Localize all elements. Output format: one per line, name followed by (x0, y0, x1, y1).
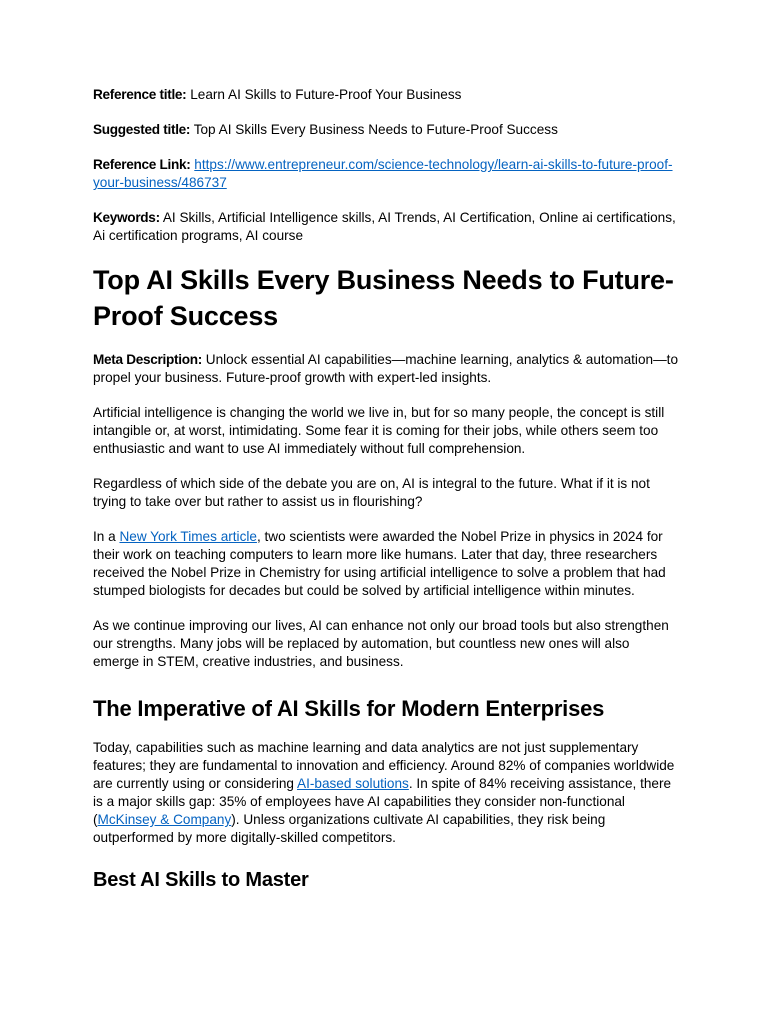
keywords-line (93, 209, 678, 245)
paragraph-5-part-b: . In spite of 84% receiving assistance, there is a major skills gap: 35% of employees have AI capabilities they consider non-functional ( (93, 776, 672, 827)
reference-link-line (93, 156, 678, 192)
paragraph-5-part-a: Today, capabilities such as machine learning and data analytics are not just supplementary features; they are fundamental to innovation and efficiency. Around 82% of companies worldwide are currently using or considering (93, 740, 675, 791)
reference-title-text: Learn AI Skills to Future-Proof Your Business (190, 87, 462, 102)
meta-description (93, 351, 678, 387)
keywords-text: AI Skills, Artificial Intelligence skills, AI Trends, AI Certification, Online ai certifications, Ai certification programs, AI course (93, 210, 676, 243)
keywords-label: Keywords: (93, 210, 160, 225)
section-heading-best-skills: Best AI Skills to Master (93, 869, 309, 891)
paragraph-2: Regardless of which side of the debate you are on, AI is integral to the future. What if it is not trying to take over but rather to assist us in flourishing? (93, 476, 650, 509)
reference-link[interactable]: https://www.entrepreneur.com/science-technology/learn-ai-skills-to-future-proof-your-business/486737 (93, 157, 673, 190)
paragraph-3-suffix: , two scientists were awarded the Nobel Prize in physics in 2024 for their work on teaching computers to learn more like humans. Later that day, three researchers received the Nobel Prize in Chemistry for using artificial intelligence to solve a problem that had stumped biologists for decades but could be solved by artificial intelligence within minutes. (93, 529, 666, 598)
mckinsey-link[interactable]: McKinsey & Company (97, 812, 232, 827)
article-title: Top AI Skills Every Business Needs to Future-Proof Success (93, 265, 674, 331)
paragraph-3-prefix: In a (93, 529, 120, 544)
section-heading-imperative: The Imperative of AI Skills for Modern Enterprises (93, 696, 605, 721)
paragraph-3 (93, 528, 678, 600)
meta-description-label: Meta Description: (93, 352, 202, 367)
paragraph-4: As we continue improving our lives, AI can enhance not only our broad tools but also strengthen our strengths. Many jobs will be replaced by automation, but countless new ones will also emerge in STEM, creative industries, and business. (93, 618, 669, 669)
paragraph-1: Artificial intelligence is changing the world we live in, but for so many people, the concept is still intangible or, at worst, intimidating. Some fear it is coming for their jobs, while others seem too enthusiastic and want to use AI immediately without full comprehension. (93, 405, 665, 456)
suggested-title-label: Suggested title: (93, 122, 191, 137)
paragraph-5-part-c: ). Unless organizations cultivate AI capabilities, they risk being outperformed by more digitally-skilled competitors. (93, 812, 606, 845)
suggested-title-line (93, 121, 678, 139)
nyt-article-link[interactable]: New York Times article (119, 529, 257, 544)
reference-title-label: Reference title: (93, 87, 187, 102)
suggested-title-text: Top AI Skills Every Business Needs to Future-Proof Success (193, 122, 558, 137)
reference-title-line (93, 86, 678, 104)
paragraph-5 (93, 739, 678, 847)
meta-description-text: Unlock essential AI capabilities—machine learning, analytics & automation—to propel your business. Future-proof growth with expert-led insights. (93, 352, 678, 385)
reference-link-label: Reference Link: (93, 157, 191, 172)
ai-solutions-link[interactable]: AI-based solutions (297, 776, 409, 791)
